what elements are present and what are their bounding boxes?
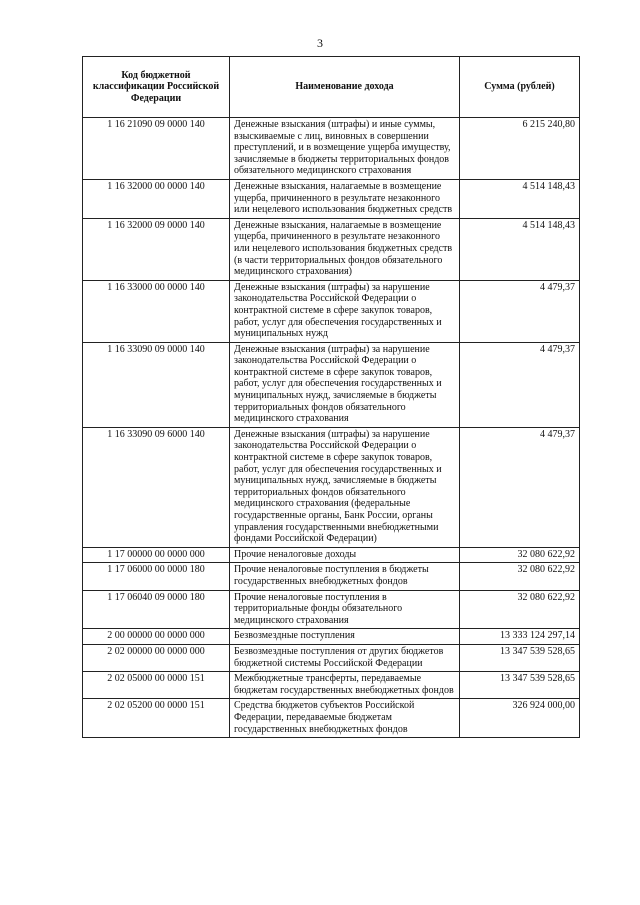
table-row	[83, 218, 580, 280]
row-sum: 32 080 622,92	[460, 590, 580, 629]
table-row	[83, 280, 580, 342]
table-row	[83, 342, 580, 427]
row-code: 1 17 06040 09 0000 180	[83, 590, 230, 629]
table-header-row	[83, 57, 580, 118]
table-row	[83, 590, 580, 629]
page-number: 3	[317, 36, 323, 50]
table-row	[83, 699, 580, 738]
row-name: Прочие неналоговые поступления в бюджеты государственных внебюджетных фондов	[230, 563, 460, 590]
table-row	[83, 629, 580, 645]
table-row	[83, 672, 580, 699]
row-name: Безвозмездные поступления	[230, 629, 460, 645]
row-sum: 6 215 240,80	[460, 118, 580, 180]
row-sum: 4 479,37	[460, 280, 580, 342]
row-name: Прочие неналоговые поступления в территориальные фонды обязательного медицинского страхования	[230, 590, 460, 629]
row-code: 1 16 33090 09 0000 140	[83, 342, 230, 427]
row-sum: 13 347 539 528,65	[460, 672, 580, 699]
row-name: Межбюджетные трансферты, передаваемые бюджетам государственных внебюджетных фондов	[230, 672, 460, 699]
row-name: Денежные взыскания, налагаемые в возмещение ущерба, причиненного в результате незаконного или нецелевого использования бюджетных средств (в части территориальных фондов обязательного медицинского страхования)	[230, 218, 460, 280]
header-code: Код бюджетной классификации Российской Федерации	[83, 57, 230, 118]
row-name: Денежные взыскания (штрафы) за нарушение законодательства Российской Федерации о контрактной системе в сфере закупок товаров, работ, услуг для обеспечения государственных и муниципальных нужд	[230, 280, 460, 342]
row-code: 2 02 05200 00 0000 151	[83, 699, 230, 738]
row-name: Денежные взыскания (штрафы) и иные суммы, взыскиваемые с лиц, виновных в совершении преступлений, и в возмещение ущерба имуществу, зачисляемые в бюджеты территориальных фондов обязательного медицинского страхования	[230, 118, 460, 180]
row-code: 2 00 00000 00 0000 000	[83, 629, 230, 645]
income-table	[82, 56, 580, 738]
row-code: 1 16 33000 00 0000 140	[83, 280, 230, 342]
row-sum: 4 514 148,43	[460, 179, 580, 218]
row-sum: 4 479,37	[460, 427, 580, 547]
row-code: 1 16 33090 09 6000 140	[83, 427, 230, 547]
row-name: Денежные взыскания (штрафы) за нарушение законодательства Российской Федерации о контрактной системе в сфере закупок товаров, работ, услуг для обеспечения государственных и муниципальных нужд, зачисляемые в бюджеты территориальных фондов обязательного медицинского страхования (федеральные государственные органы, Банк России, органы управления государственными внебюджетными фондами Российской Федерации)	[230, 427, 460, 547]
row-sum: 13 347 539 528,65	[460, 644, 580, 671]
row-code: 1 16 21090 09 0000 140	[83, 118, 230, 180]
row-code: 1 16 32000 00 0000 140	[83, 179, 230, 218]
table-row	[83, 118, 580, 180]
table-row	[83, 563, 580, 590]
table-row	[83, 179, 580, 218]
row-sum: 32 080 622,92	[460, 563, 580, 590]
row-sum: 4 514 148,43	[460, 218, 580, 280]
row-code: 1 16 32000 09 0000 140	[83, 218, 230, 280]
row-code: 1 17 06000 00 0000 180	[83, 563, 230, 590]
row-code: 1 17 00000 00 0000 000	[83, 547, 230, 563]
row-code: 2 02 00000 00 0000 000	[83, 644, 230, 671]
row-sum: 13 333 124 297,14	[460, 629, 580, 645]
row-sum: 326 924 000,00	[460, 699, 580, 738]
row-name: Денежные взыскания (штрафы) за нарушение законодательства Российской Федерации о контрактной системе в сфере закупок товаров, работ, услуг для обеспечения государственных и муниципальных нужд, зачисляемые в бюджеты территориальных фондов обязательного медицинского страхования	[230, 342, 460, 427]
header-sum: Сумма (рублей)	[460, 57, 580, 118]
header-name: Наименование дохода	[230, 57, 460, 118]
row-name: Денежные взыскания, налагаемые в возмещение ущерба, причиненного в результате незаконного или нецелевого использования бюджетных средств	[230, 179, 460, 218]
row-name: Прочие неналоговые доходы	[230, 547, 460, 563]
row-sum: 4 479,37	[460, 342, 580, 427]
row-code: 2 02 05000 00 0000 151	[83, 672, 230, 699]
table-row	[83, 644, 580, 671]
table-row	[83, 547, 580, 563]
row-name: Безвозмездные поступления от других бюджетов бюджетной системы Российской Федерации	[230, 644, 460, 671]
row-name: Средства бюджетов субъектов Российской Федерации, передаваемые бюджетам государственных внебюджетных фондов	[230, 699, 460, 738]
row-sum: 32 080 622,92	[460, 547, 580, 563]
table-row	[83, 427, 580, 547]
